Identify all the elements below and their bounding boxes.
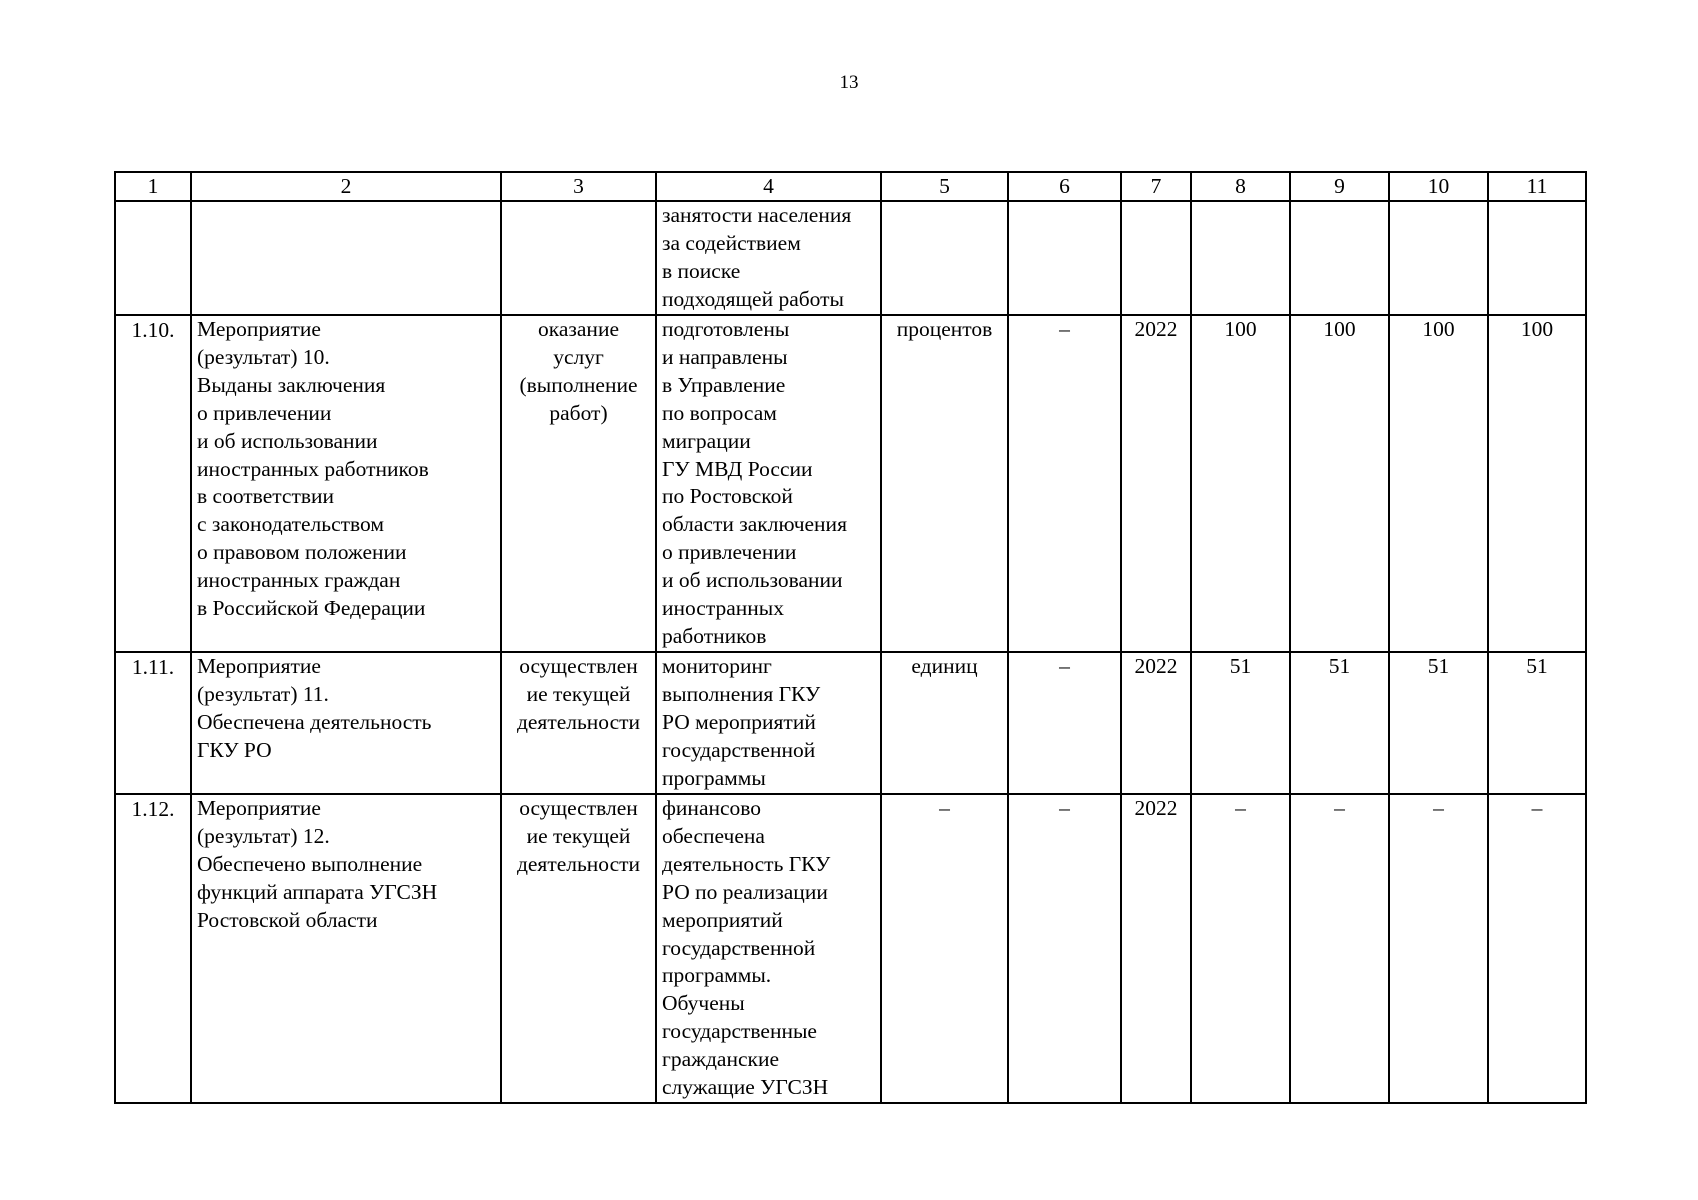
characteristic-cell: финансово обеспечена деятельность ГКУ РО по реализации мероприятий государственной программы. Обучены государственные гражданские служащие УГСЗН xyxy=(656,794,881,1103)
value-cell: – xyxy=(1290,794,1389,1103)
unit-cell xyxy=(881,201,1008,315)
unit-cell: – xyxy=(881,794,1008,1103)
column-number: 7 xyxy=(1121,172,1191,201)
base-value-cell: – xyxy=(1008,652,1121,794)
value-cell: 100 xyxy=(1389,315,1488,652)
value-cell xyxy=(1488,201,1586,315)
base-value-cell xyxy=(1008,201,1121,315)
base-year-cell xyxy=(1121,201,1191,315)
table-row xyxy=(115,315,1586,652)
value-cell: 51 xyxy=(1389,652,1488,794)
table-row xyxy=(115,652,1586,794)
value-cell: – xyxy=(1191,794,1290,1103)
column-number: 5 xyxy=(881,172,1008,201)
value-cell: 51 xyxy=(1488,652,1586,794)
column-number: 6 xyxy=(1008,172,1121,201)
column-number: 10 xyxy=(1389,172,1488,201)
characteristic-cell: занятости населения за содействием в поиске подходящей работы xyxy=(656,201,881,315)
value-cell: 100 xyxy=(1488,315,1586,652)
characteristic-cell: подготовлены и направлены в Управление по вопросам миграции ГУ МВД России по Ростовской области заключения о привлечении и об использовании иностранных работников xyxy=(656,315,881,652)
activity-type-cell: осуществлен ие текущей деятельности xyxy=(501,794,656,1103)
column-number: 1 xyxy=(115,172,191,201)
page-number: 13 xyxy=(839,72,859,93)
row-number-cell xyxy=(115,201,191,315)
data-table xyxy=(114,171,1587,1104)
base-year-cell: 2022 xyxy=(1121,315,1191,652)
row-number-cell: 1.10. xyxy=(115,315,191,652)
value-cell: 100 xyxy=(1290,315,1389,652)
characteristic-cell: мониторинг выполнения ГКУ РО мероприятий государственной программы xyxy=(656,652,881,794)
value-cell: – xyxy=(1389,794,1488,1103)
activity-type-cell: оказание услуг (выполнение работ) xyxy=(501,315,656,652)
activity-name-cell: Мероприятие (результат) 11. Обеспечена деятельность ГКУ РО xyxy=(191,652,501,794)
activity-type-cell: осуществлен ие текущей деятельности xyxy=(501,652,656,794)
table-row xyxy=(115,201,1586,315)
column-number: 8 xyxy=(1191,172,1290,201)
value-cell xyxy=(1290,201,1389,315)
base-value-cell: – xyxy=(1008,794,1121,1103)
value-cell xyxy=(1191,201,1290,315)
unit-cell: единиц xyxy=(881,652,1008,794)
row-number-cell: 1.12. xyxy=(115,794,191,1103)
base-value-cell: – xyxy=(1008,315,1121,652)
value-cell: – xyxy=(1488,794,1586,1103)
column-number: 3 xyxy=(501,172,656,201)
activity-name-cell: Мероприятие (результат) 10. Выданы заключения о привлечении и об использовании иностранных работников в соответствии с законодательством о правовом положении иностранных граждан в Российской Федерации xyxy=(191,315,501,652)
activity-name-cell xyxy=(191,201,501,315)
column-number: 9 xyxy=(1290,172,1389,201)
column-number: 11 xyxy=(1488,172,1586,201)
column-number: 2 xyxy=(191,172,501,201)
value-cell xyxy=(1389,201,1488,315)
value-cell: 100 xyxy=(1191,315,1290,652)
table-row xyxy=(115,794,1586,1103)
value-cell: 51 xyxy=(1290,652,1389,794)
activity-type-cell xyxy=(501,201,656,315)
row-number-cell: 1.11. xyxy=(115,652,191,794)
unit-cell: процентов xyxy=(881,315,1008,652)
base-year-cell: 2022 xyxy=(1121,652,1191,794)
activity-name-cell: Мероприятие (результат) 12. Обеспечено выполнение функций аппарата УГСЗН Ростовской области xyxy=(191,794,501,1103)
base-year-cell: 2022 xyxy=(1121,794,1191,1103)
column-number-row xyxy=(115,172,1586,201)
value-cell: 51 xyxy=(1191,652,1290,794)
column-number: 4 xyxy=(656,172,881,201)
